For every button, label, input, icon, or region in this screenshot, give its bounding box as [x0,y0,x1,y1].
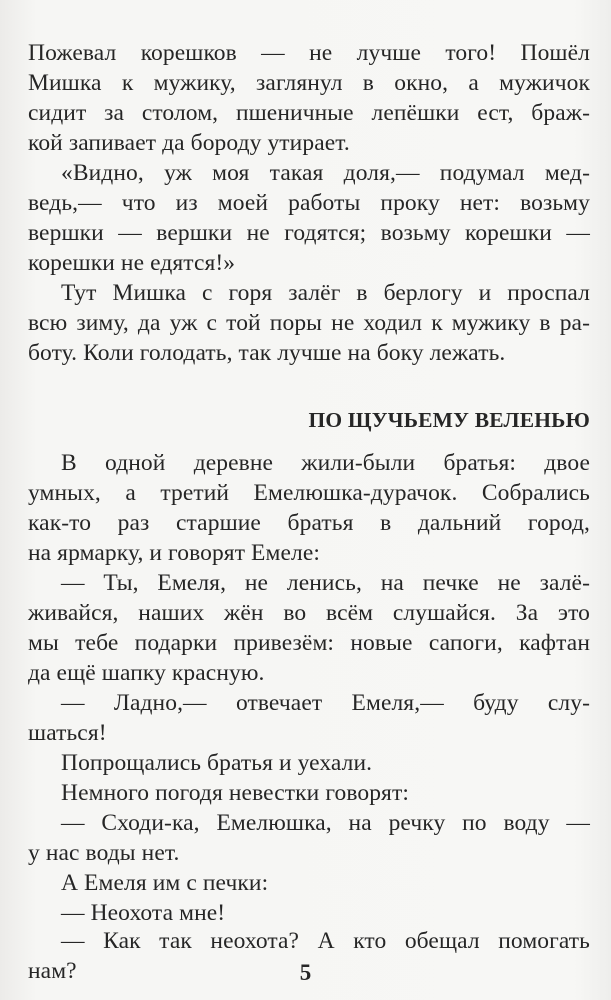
paragraph-line: корешки не едятся!» [28,250,236,276]
paragraph-line: умных, а третий Емелюшка-дурачок. Собрались [28,480,590,506]
paragraph-line: Мишка к мужику, заглянул в окно, а мужичок [28,70,590,96]
paragraph-line: В одной деревне жили-были братья: двое [61,450,590,476]
paragraph-line: мы тебе подарки привезём: новые сапоги, кафтан [28,630,590,656]
paragraph-line: у нас воды нет. [28,840,180,866]
paragraph-line: кой запивает да бороду утирает. [28,130,350,156]
story-title: ПО ЩУЧЬЕМУ ВЕЛЕНЬЮ [308,408,590,432]
paragraph-line: нам? [28,958,77,984]
paragraph-line: — Как так неохота? А кто обещал помогать [61,928,590,954]
paragraph-line: — Сходи-ка, Емелюшка, на речку по воду — [61,810,590,836]
paragraph-line: — Ладно,— отвечает Емеля,— буду слу- [61,690,590,716]
paragraph-line: А Емеля им с печки: [61,870,269,896]
paragraph-line: Тут Мишка с горя залёг в берлогу и проспал [61,280,590,306]
paragraph-line: на ярмарку, и говорят Емеле: [28,540,320,566]
paragraph-line: вершки — вершки не годятся; возьму корешки — [28,220,590,246]
paragraph-line: всю зиму, да уж с той поры не ходил к мужику в ра- [28,310,590,336]
paragraph-line: Немного погодя невестки говорят: [61,780,409,806]
paragraph-line: Попрощались братья и уехали. [61,750,373,776]
paragraph-line: — Ты, Емеля, не ленись, на печке не залё- [61,570,590,596]
paragraph-line: боту. Коли голодать, так лучше на боку лежать. [28,340,506,366]
paragraph-line: Пожевал корешков — не лучше того! Пошёл [28,40,590,66]
paragraph-line: сидит за столом, пшеничные лепёшки ест, браж- [28,100,590,126]
paragraph-line: шаться! [28,720,107,746]
paragraph-line: — Неохота мне! [61,900,226,926]
paragraph-line: да ещё шапку красную. [28,660,265,686]
paragraph-line: живайся, наших жён во всём слушайся. За это [28,600,590,626]
page-number: 5 [299,960,312,985]
paragraph-line: «Видно, уж моя такая доля,— подумал мед- [61,160,590,186]
paragraph-line: как-то раз старшие братья в дальний город, [28,510,590,536]
paragraph-line: ведь,— что из моей работы проку нет: возьму [28,190,590,216]
